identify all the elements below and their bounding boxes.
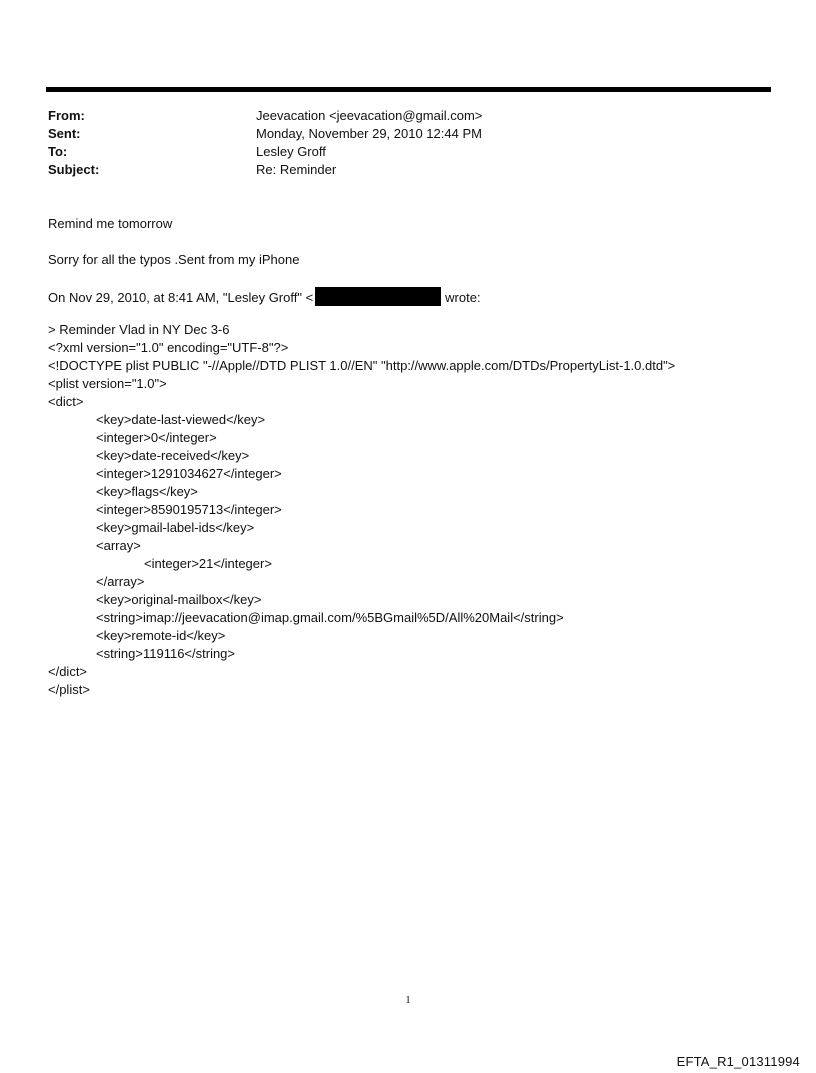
subject-value: Re: Reminder <box>256 162 337 177</box>
body-line-remind: Remind me tomorrow <box>48 216 173 231</box>
email-body <box>48 215 768 699</box>
code-line: <integer>8590195713</integer> <box>96 502 282 517</box>
header-rule <box>46 87 771 92</box>
code-line: <dict> <box>48 394 84 409</box>
code-line: <array> <box>96 538 141 553</box>
to-label: To: <box>48 144 68 159</box>
code-line: </dict> <box>48 664 88 679</box>
code-line: <key>date-last-viewed</key> <box>96 412 266 427</box>
code-line: <integer>1291034627</integer> <box>96 466 282 481</box>
to-value: Lesley Groff <box>256 144 326 159</box>
code-line: <key>date-received</key> <box>96 448 250 463</box>
code-line: <plist version="1.0"> <box>48 376 167 391</box>
code-line: <integer>21</integer> <box>144 556 272 571</box>
subject-label: Subject: <box>48 162 100 177</box>
code-line: <string>imap://jeevacation@imap.gmail.com/%5BGmail%5D/All%20Mail</string> <box>96 610 564 625</box>
quote-attribution <box>48 287 768 305</box>
code-line: <?xml version="1.0" encoding="UTF-8"?> <box>48 340 289 355</box>
code-line: <!DOCTYPE plist PUBLIC "-//Apple//DTD PLIST 1.0//EN" "http://www.apple.com/DTDs/PropertyList-1.0.dtd"> <box>48 358 676 373</box>
sent-label: Sent: <box>48 126 81 141</box>
code-line: <key>flags</key> <box>96 484 198 499</box>
quote-prefix: On Nov 29, 2010, at 8:41 AM, "Lesley Groff" < <box>48 290 314 305</box>
email-header <box>48 107 748 179</box>
subject-row <box>48 161 748 179</box>
code-line: </plist> <box>48 682 90 697</box>
from-row <box>48 107 748 125</box>
code-line: <integer>0</integer> <box>96 430 217 445</box>
from-value: Jeevacation <jeevacation@gmail.com> <box>256 108 483 123</box>
code-line: <key>gmail-label-ids</key> <box>96 520 255 535</box>
quoted-content <box>48 321 768 699</box>
sent-value: Monday, November 29, 2010 12:44 PM <box>256 126 482 141</box>
code-line: <key>original-mailbox</key> <box>96 592 262 607</box>
body-line-signature: Sorry for all the typos .Sent from my iPhone <box>48 252 300 267</box>
page-number: 1 <box>405 994 411 1006</box>
code-line: <key>remote-id</key> <box>96 628 226 643</box>
sent-row <box>48 125 748 143</box>
code-line: </array> <box>96 574 145 589</box>
quoted-reminder: > Reminder Vlad in NY Dec 3-6 <box>48 322 230 337</box>
to-row <box>48 143 748 161</box>
code-line: <string>119116</string> <box>96 646 236 661</box>
redaction-box <box>315 287 441 306</box>
quote-suffix: wrote: <box>445 290 481 305</box>
document-id: EFTA_R1_01311994 <box>676 1054 800 1069</box>
from-label: From: <box>48 108 85 123</box>
